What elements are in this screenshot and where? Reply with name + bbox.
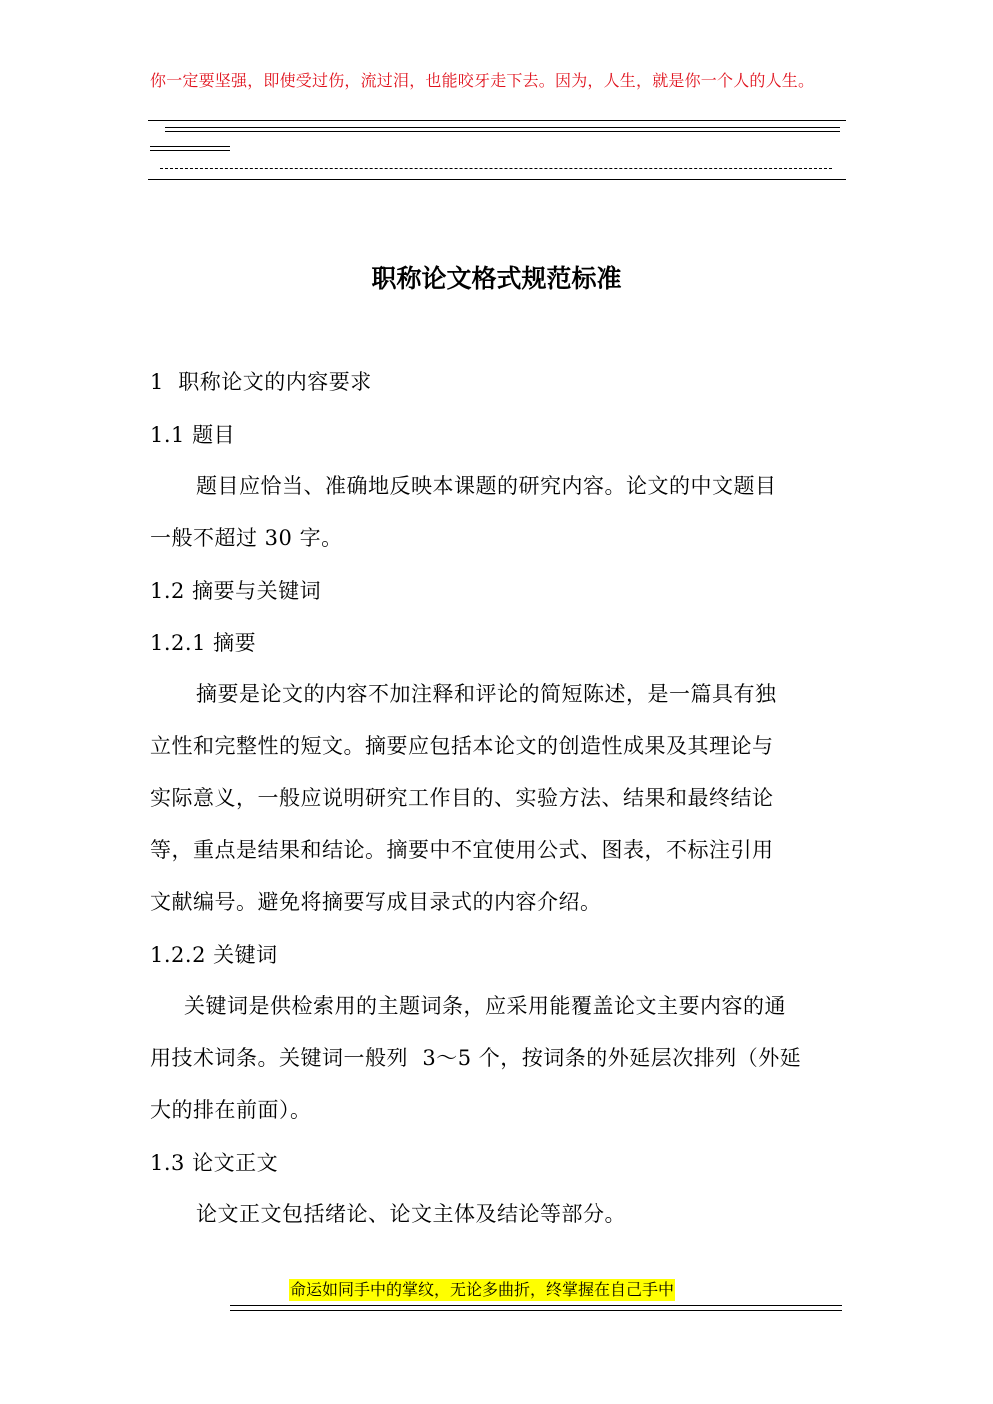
section-1-heading: 1 职称论文的内容要求 — [150, 370, 372, 394]
header-motto: 你一定要坚强，即使受过伤，流过泪，也能咬牙走下去。因为，人生，就是你一个人的人生。 — [150, 71, 815, 90]
footer-rule-1 — [230, 1305, 842, 1306]
header-dashed-rule — [160, 168, 832, 169]
header-rule-short-1 — [150, 146, 230, 147]
header-rule-double-1 — [165, 127, 840, 128]
paragraph-line: 用技术词条。关键词一般列 3～5 个，按词条的外延层次排列（外延 — [150, 1046, 802, 1070]
footer-rule-2 — [230, 1310, 842, 1311]
paragraph-line: 论文正文包括绪论、论文主体及结论等部分。 — [196, 1202, 626, 1226]
header-rule-bottom — [148, 179, 846, 180]
section-1-2-heading: 1.2 摘要与关键词 — [150, 579, 322, 603]
section-1-2-2-heading: 1.2.2 关键词 — [150, 943, 278, 967]
section-1-3-heading: 1.3 论文正文 — [150, 1151, 279, 1175]
paragraph-line: 等，重点是结果和结论。摘要中不宜使用公式、图表，不标注引用 — [150, 838, 774, 862]
section-1-1-paragraph — [150, 460, 840, 564]
section-1-2-1-paragraph — [150, 668, 840, 928]
paragraph-line: 一般不超过 30 字。 — [150, 526, 343, 550]
section-1-2-2-paragraph — [150, 980, 840, 1136]
section-1-2-1-heading: 1.2.1 摘要 — [150, 631, 257, 655]
header-rule-short-2 — [150, 150, 230, 151]
footer-motto: 命运如同手中的掌纹，无论多曲折，终掌握在自己手中 — [290, 1280, 675, 1299]
header-rule-double-2 — [165, 131, 840, 132]
paragraph-line: 实际意义，一般应说明研究工作目的、实验方法、结果和最终结论 — [150, 786, 774, 810]
header-rule-top — [148, 120, 846, 121]
paragraph-line: 立性和完整性的短文。摘要应包括本论文的创造性成果及其理论与 — [150, 734, 774, 758]
paragraph-line: 文献编号。避免将摘要写成目录式的内容介绍。 — [150, 890, 602, 914]
section-1-3-paragraph — [150, 1188, 840, 1240]
section-1-1-heading: 1.1 题目 — [150, 423, 236, 447]
paragraph-line: 关键词是供检索用的主题词条，应采用能覆盖论文主要内容的通 — [184, 994, 786, 1018]
document-title: 职称论文格式规范标准 — [371, 264, 622, 293]
paragraph-line: 题目应恰当、准确地反映本课题的研究内容。论文的中文题目 — [196, 474, 777, 498]
paragraph-line: 大的排在前面）。 — [150, 1098, 312, 1122]
paragraph-line: 摘要是论文的内容不加注释和评论的简短陈述，是一篇具有独 — [196, 682, 777, 706]
